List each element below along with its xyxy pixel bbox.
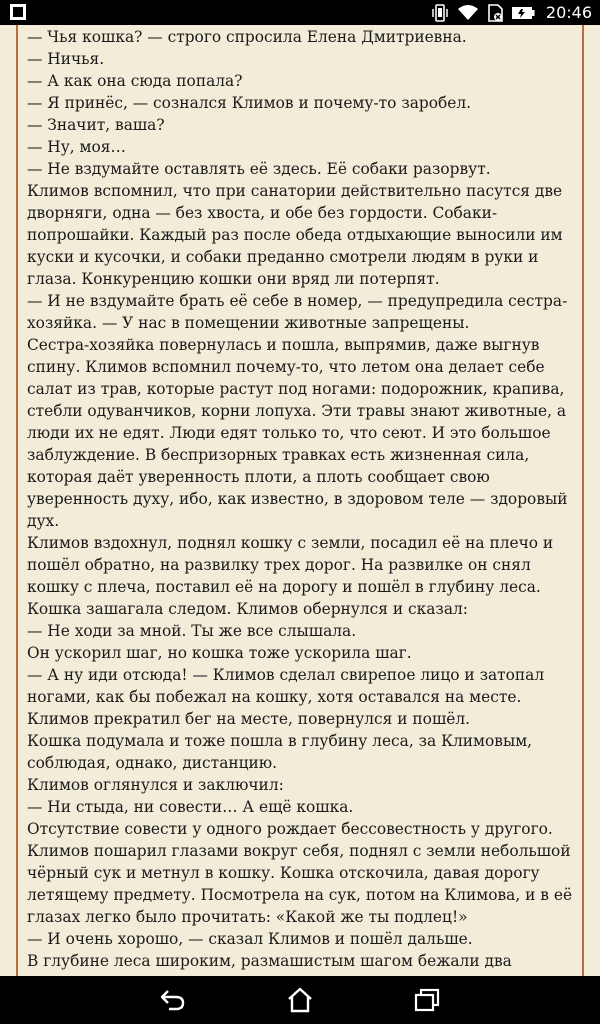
page-right-rule bbox=[582, 25, 584, 976]
text-line: — Я принёс, — сознался Климов и почему-то заробел. bbox=[27, 94, 472, 112]
home-icon bbox=[286, 987, 314, 1013]
text-line: дух. bbox=[27, 512, 60, 530]
text-line: которая даёт уверенность плоти, а плоть сообщает свою bbox=[27, 468, 490, 486]
wifi-icon bbox=[457, 4, 479, 22]
text-line: Климов оглянулся и заключил: bbox=[27, 776, 284, 794]
notification-square-icon bbox=[9, 3, 27, 21]
text-line: — Чья кошка? — строго спросила Елена Дмитриевна. bbox=[27, 28, 467, 46]
status-clock: 20:46 bbox=[545, 3, 592, 22]
text-line: Климов вспомнил, что при санатории действительно пасутся две bbox=[27, 182, 563, 200]
text-line: люди их не едят. Люди едят только то, что сеют. И это большое bbox=[27, 424, 551, 442]
text-line: — А как она сюда попала? bbox=[27, 72, 243, 90]
text-line: стебли одуванчиков, корни лопуха. Эти травы знают животные, а bbox=[27, 402, 567, 420]
back-icon bbox=[159, 988, 187, 1012]
text-line: заблуждение. В беспризорных травках есть жизненная сила, bbox=[27, 446, 530, 464]
status-icons bbox=[430, 0, 592, 25]
status-bar bbox=[0, 0, 600, 25]
text-line: пошёл обратно, на развилку трех дорог. На развилке он снял bbox=[27, 556, 531, 574]
back-button[interactable] bbox=[157, 986, 189, 1014]
text-line: — Ничья. bbox=[27, 50, 105, 68]
text-line: — А ну иди отсюда! — Климов сделал свирепое лицо и затопал bbox=[27, 666, 545, 684]
text-line: — И очень хорошо, — сказал Климов и пошёл дальше. bbox=[27, 930, 473, 948]
text-line: — И не вздумайте брать её себе в номер, — предупредила сестра- bbox=[27, 292, 568, 310]
navigation-bar bbox=[0, 976, 600, 1024]
text-line: попрошайки. Каждый раз после обеда отдыхающие выносили им bbox=[27, 226, 563, 244]
text-line: куски и кусочки, и собаки преданно смотрели людям в руки и bbox=[27, 248, 539, 266]
home-button[interactable] bbox=[284, 986, 316, 1014]
text-line: — Не ходи за мной. Ты же все слышала. bbox=[27, 622, 357, 640]
text-line: Климов прекратил бег на месте, повернулся и пошёл. bbox=[27, 710, 471, 728]
text-line: Климов вздохнул, поднял кошку с земли, посадил её на плечо и bbox=[27, 534, 554, 552]
text-line: дворняги, одна — без хвоста, и обе без гордости. Собаки- bbox=[27, 204, 498, 222]
text-line: глазах легко было прочитать: «Какой же ты подлец!» bbox=[27, 908, 468, 926]
text-line: глаза. Конкуренцию кошки они вряд ли потерпят. bbox=[27, 270, 440, 288]
battery-icon bbox=[511, 5, 535, 21]
text-line: — Ни стыда, ни совести… А ещё кошка. bbox=[27, 798, 354, 816]
recent-apps-icon bbox=[413, 987, 441, 1013]
text-line: — Значит, ваша? bbox=[27, 116, 165, 134]
text-line: Кошка зашагала следом. Климов обернулся и сказал: bbox=[27, 600, 468, 618]
text-line: спину. Климов вспомнил почему-то, что летом она делает себе bbox=[27, 358, 545, 376]
text-line: Отсутствие совести у одного рождает бессовестность у другого. bbox=[27, 820, 553, 838]
text-line: салат из трав, которые растут под ногами: подорожник, крапива, bbox=[27, 380, 565, 398]
text-line: — Ну, моя… bbox=[27, 138, 126, 156]
text-line: — Не вздумайте оставлять её здесь. Её собаки разорвут. bbox=[27, 160, 491, 178]
text-line: Кошка подумала и тоже пошла в глубину леса, за Климовым, bbox=[27, 732, 533, 750]
recent-apps-button[interactable] bbox=[411, 986, 443, 1014]
page-left-rule bbox=[16, 25, 18, 976]
text-line: кошку с плеча, поставил её на дорогу и пошёл в глубину леса. bbox=[27, 578, 541, 596]
text-line: соблюдая, однако, дистанцию. bbox=[27, 754, 278, 772]
no-sim-icon bbox=[486, 4, 504, 22]
text-line: В глубине леса широким, размашистым шагом бежали два bbox=[27, 952, 512, 970]
vibrate-icon bbox=[430, 4, 450, 22]
text-line: ногами, как бы побежал на кошку, хотя оставался на месте. bbox=[27, 688, 522, 706]
text-line: уверенность духу, ибо, как известно, в здоровом теле — здоровый bbox=[27, 490, 568, 508]
book-text bbox=[27, 26, 573, 972]
text-line: Сестра-хозяйка повернулась и пошла, выпрямив, даже выгнув bbox=[27, 336, 540, 354]
reader-page[interactable] bbox=[0, 25, 600, 976]
text-line: летящему предмету. Посмотрела на сук, потом на Климова, и в её bbox=[27, 886, 573, 904]
text-line: хозяйка. — У нас в помещении животные запрещены. bbox=[27, 314, 470, 332]
text-line: чёрный сук и метнул в кошку. Кошка отскочила, давая дорогу bbox=[27, 864, 540, 882]
text-line: Он ускорил шаг, но кошка тоже ускорила шаг. bbox=[27, 644, 412, 662]
text-line: Климов пошарил глазами вокруг себя, поднял с земли небольшой bbox=[27, 842, 571, 860]
